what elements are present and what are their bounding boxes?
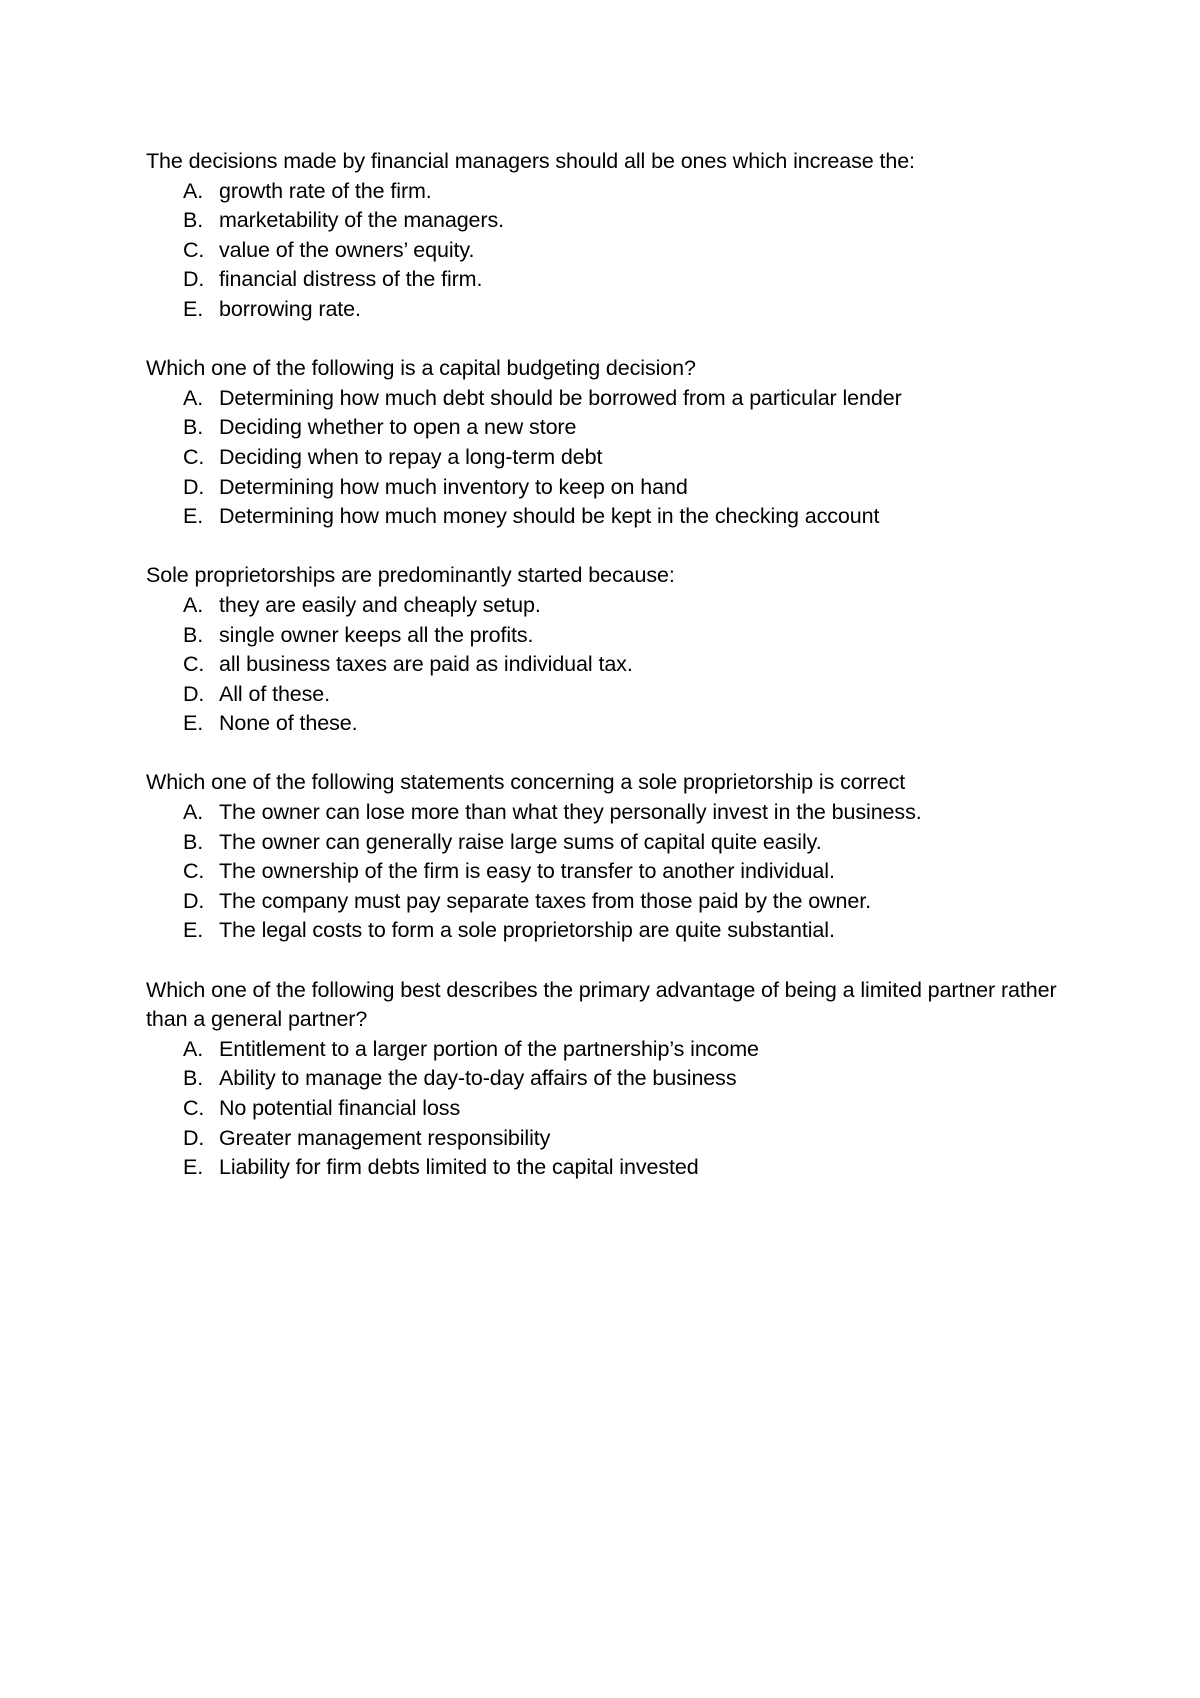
answer-option — [146, 1124, 1066, 1154]
option-text: financial distress of the firm. — [219, 267, 483, 292]
option-letter: A. — [183, 800, 204, 825]
option-letter: B. — [183, 208, 204, 233]
answer-option — [146, 1035, 1066, 1065]
question-stem: Which one of the following is a capital budgeting decision? — [146, 356, 696, 381]
answer-option — [146, 887, 1066, 917]
option-letter: D. — [183, 267, 205, 292]
question-4 — [146, 768, 1066, 946]
answer-option — [146, 473, 1066, 503]
answer-option — [146, 857, 1066, 887]
answer-option — [146, 265, 1066, 295]
answer-option — [146, 591, 1066, 621]
answer-option — [146, 798, 1066, 828]
answer-option — [146, 236, 1066, 266]
option-text: The owner can generally raise large sums of capital quite easily. — [219, 829, 822, 854]
option-text: Liability for firm debts limited to the capital invested — [219, 1155, 699, 1180]
option-letter: B. — [183, 415, 204, 440]
question-stem: Which one of the following statements concerning a sole proprietorship is correct — [146, 770, 906, 795]
question-list — [146, 147, 1066, 1212]
answer-options — [146, 384, 1066, 532]
option-letter: D. — [183, 681, 205, 706]
option-text: None of these. — [219, 711, 358, 736]
option-text: Deciding when to repay a long-term debt — [219, 444, 603, 469]
option-text: All of these. — [219, 681, 331, 706]
option-text: Greater management responsibility — [219, 1125, 551, 1150]
option-letter: B. — [183, 622, 204, 647]
option-letter: E. — [183, 296, 204, 321]
option-text: growth rate of the firm. — [219, 178, 432, 203]
option-text: they are easily and cheaply setup. — [219, 592, 541, 617]
answer-option — [146, 680, 1066, 710]
option-text: The company must pay separate taxes from those paid by the owner. — [219, 888, 871, 913]
answer-option — [146, 1064, 1066, 1094]
answer-options — [146, 591, 1066, 739]
option-letter: B. — [183, 1066, 204, 1091]
option-letter: A. — [183, 385, 204, 410]
option-letter: C. — [183, 237, 205, 262]
option-letter: E. — [183, 1155, 204, 1180]
option-letter: E. — [183, 918, 204, 943]
option-letter: A. — [183, 1036, 204, 1061]
option-text: The legal costs to form a sole proprietorship are quite substantial. — [219, 918, 835, 943]
answer-option — [146, 295, 1066, 325]
answer-option — [146, 384, 1066, 414]
option-letter: A. — [183, 178, 204, 203]
option-text: The ownership of the firm is easy to transfer to another individual. — [219, 859, 835, 884]
option-letter: C. — [183, 444, 205, 469]
option-text: The owner can lose more than what they personally invest in the business. — [219, 800, 922, 825]
option-letter: B. — [183, 829, 204, 854]
answer-option — [146, 177, 1066, 207]
option-text: Determining how much money should be kept in the checking account — [219, 504, 880, 529]
answer-option — [146, 413, 1066, 443]
option-letter: A. — [183, 592, 204, 617]
answer-option — [146, 1094, 1066, 1124]
option-letter: C. — [183, 652, 205, 677]
answer-option — [146, 443, 1066, 473]
answer-options — [146, 798, 1066, 946]
answer-options — [146, 177, 1066, 325]
option-text: value of the owners’ equity. — [219, 237, 475, 262]
option-text: single owner keeps all the profits. — [219, 622, 534, 647]
question-5 — [146, 976, 1066, 1183]
question-stem: Sole proprietorships are predominantly started because: — [146, 563, 675, 588]
answer-option — [146, 916, 1066, 946]
option-text: marketability of the managers. — [219, 208, 504, 233]
option-text: Entitlement to a larger portion of the partnership’s income — [219, 1036, 759, 1061]
answer-option — [146, 206, 1066, 236]
option-text: borrowing rate. — [219, 296, 361, 321]
option-text: Determining how much inventory to keep on hand — [219, 474, 688, 499]
option-letter: E. — [183, 504, 204, 529]
option-text: No potential financial loss — [219, 1096, 461, 1120]
question-stem: The decisions made by financial managers should all be ones which increase the: — [146, 149, 915, 173]
answer-option — [146, 709, 1066, 739]
answer-option — [146, 621, 1066, 651]
answer-option — [146, 502, 1066, 532]
option-text: Deciding whether to open a new store — [219, 415, 577, 440]
option-letter: D. — [183, 474, 205, 499]
option-text: all business taxes are paid as individual tax. — [219, 652, 633, 677]
question-2 — [146, 354, 1066, 532]
answer-option — [146, 828, 1066, 858]
option-text: Ability to manage the day-to-day affairs of the business — [219, 1066, 737, 1091]
option-text: Determining how much debt should be borrowed from a particular lender — [219, 385, 902, 410]
option-letter: C. — [183, 1096, 205, 1120]
question-3 — [146, 561, 1066, 739]
option-letter: D. — [183, 888, 205, 913]
answer-options — [146, 1035, 1066, 1183]
answer-option — [146, 1153, 1066, 1183]
option-letter: E. — [183, 711, 204, 736]
option-letter: D. — [183, 1125, 205, 1150]
question-1 — [146, 147, 1066, 325]
question-stem: Which one of the following best describes the primary advantage of being a limited partner rather than a general partner? — [146, 977, 1057, 1032]
answer-option — [146, 650, 1066, 680]
option-letter: C. — [183, 859, 205, 884]
